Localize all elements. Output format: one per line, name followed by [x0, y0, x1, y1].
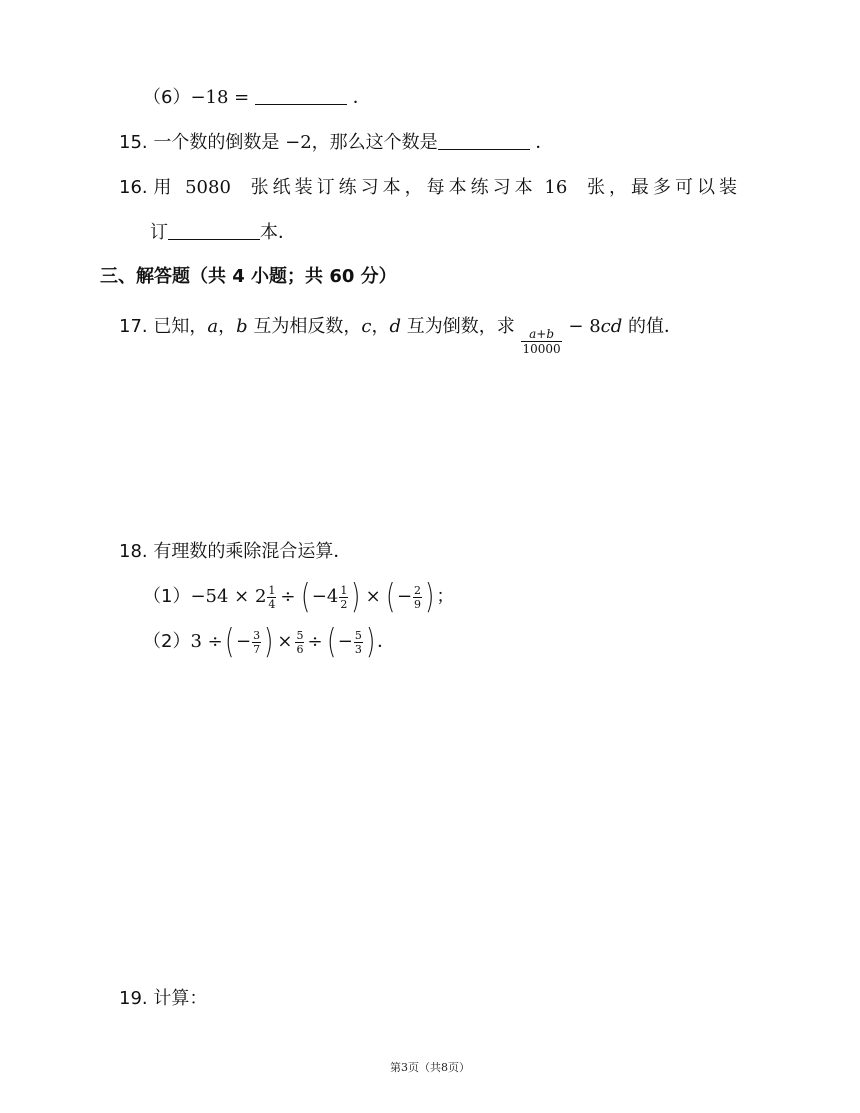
denominator: 7 [253, 642, 261, 656]
fraction-denominator: 10000 [522, 342, 561, 356]
var-b: b [236, 316, 248, 337]
text-reciprocals: 互为倒数，求 [406, 316, 515, 337]
numerator: 5 [296, 628, 304, 642]
question-text-4: 订 [150, 222, 168, 243]
comma: ， [311, 132, 330, 153]
expression-start: 3 ÷ [190, 631, 223, 652]
comma: ， [218, 316, 237, 337]
period: ． [377, 631, 396, 652]
fraction-numerator: a+b [529, 327, 554, 341]
fraction-5-6 [295, 630, 304, 655]
question-18-part-2 [143, 622, 396, 662]
answer-blank[interactable] [255, 86, 347, 105]
fraction-1-4 [267, 585, 276, 610]
question-number: 19. [119, 988, 148, 1009]
answer-blank[interactable] [168, 221, 260, 240]
fraction-2-9 [413, 585, 422, 610]
fraction-5-3 [354, 630, 363, 655]
numerator: 5 [354, 628, 362, 642]
number-5080: 5080 [185, 177, 231, 198]
denominator: 6 [296, 642, 304, 656]
part-label: （6） [143, 87, 191, 108]
numerator: 1 [340, 583, 348, 597]
text-value: 的值． [628, 316, 682, 337]
question-text-1: 用 [153, 177, 176, 198]
question-text: 一个数的倒数是 [153, 132, 280, 153]
semicolon: ； [436, 586, 455, 607]
var-d: d [389, 316, 401, 337]
right-paren: ) [425, 577, 435, 617]
multiply-sign: × [277, 631, 293, 652]
numerator: 1 [268, 583, 276, 597]
comma: ， [371, 316, 390, 337]
given-value: −2 [285, 132, 312, 153]
section-heading: 三、解答题（共 4 小题；共 60 分） [100, 266, 397, 287]
question-14-part-6 [143, 86, 371, 110]
minus-sign: − [235, 631, 252, 652]
period: ． [535, 132, 554, 153]
text-known: 已知， [153, 316, 208, 337]
part-label: （2） [143, 631, 191, 652]
number-16: 16 [544, 177, 568, 198]
expression: −18 = [190, 87, 250, 108]
mixed-whole: −4 [311, 586, 339, 607]
answer-blank[interactable] [438, 131, 530, 150]
question-16-line-2 [150, 221, 296, 245]
minus-8: − 8 [568, 316, 601, 337]
divide-sign: ÷ [280, 586, 296, 607]
text-opposites: 互为相反数， [253, 316, 362, 337]
var-c: c [361, 316, 372, 337]
period: ． [352, 87, 371, 108]
question-number: 17. [119, 316, 148, 337]
divide-sign: ÷ [307, 631, 323, 652]
question-number: 16. [119, 177, 148, 198]
multiply-sign: × [365, 586, 381, 607]
minus-sign: − [396, 586, 413, 607]
left-paren: ( [385, 577, 395, 617]
denominator: 4 [268, 597, 276, 611]
question-19 [119, 987, 207, 1011]
question-title: 有理数的乘除混合运算． [153, 541, 352, 562]
question-15 [119, 131, 553, 155]
right-paren: ) [264, 622, 274, 662]
question-17 [119, 315, 682, 355]
part-label: （1） [143, 586, 191, 607]
question-text-2: 那么这个数是 [329, 132, 438, 153]
question-16 [119, 176, 741, 200]
left-paren: ( [300, 577, 310, 617]
numerator: 2 [414, 583, 422, 597]
page-footer: 第3页（共8页） [390, 1061, 470, 1074]
right-paren: ) [351, 577, 361, 617]
question-18 [119, 540, 351, 564]
question-text-5: 本． [260, 222, 296, 243]
question-number: 18. [119, 541, 148, 562]
question-text-2: 张纸装订练习本，每本练习本 [250, 177, 537, 198]
fraction [521, 328, 561, 355]
denominator: 3 [354, 642, 362, 656]
left-paren: ( [326, 622, 336, 662]
var-a: a [207, 316, 219, 337]
denominator: 2 [340, 597, 348, 611]
left-paren: ( [224, 622, 234, 662]
fraction-3-7 [252, 630, 261, 655]
question-18-part-1 [143, 577, 455, 617]
question-number: 15. [119, 132, 148, 153]
numerator: 3 [253, 628, 261, 642]
question-text-3: 张，最多可以装 [587, 177, 742, 198]
question-title: 计算： [153, 988, 208, 1009]
expression-start: −54 × 2 [190, 586, 267, 607]
denominator: 9 [414, 597, 422, 611]
var-cd: cd [600, 316, 623, 337]
minus-sign: − [337, 631, 353, 652]
right-paren: ) [365, 622, 376, 662]
fraction-1-2 [339, 585, 348, 610]
